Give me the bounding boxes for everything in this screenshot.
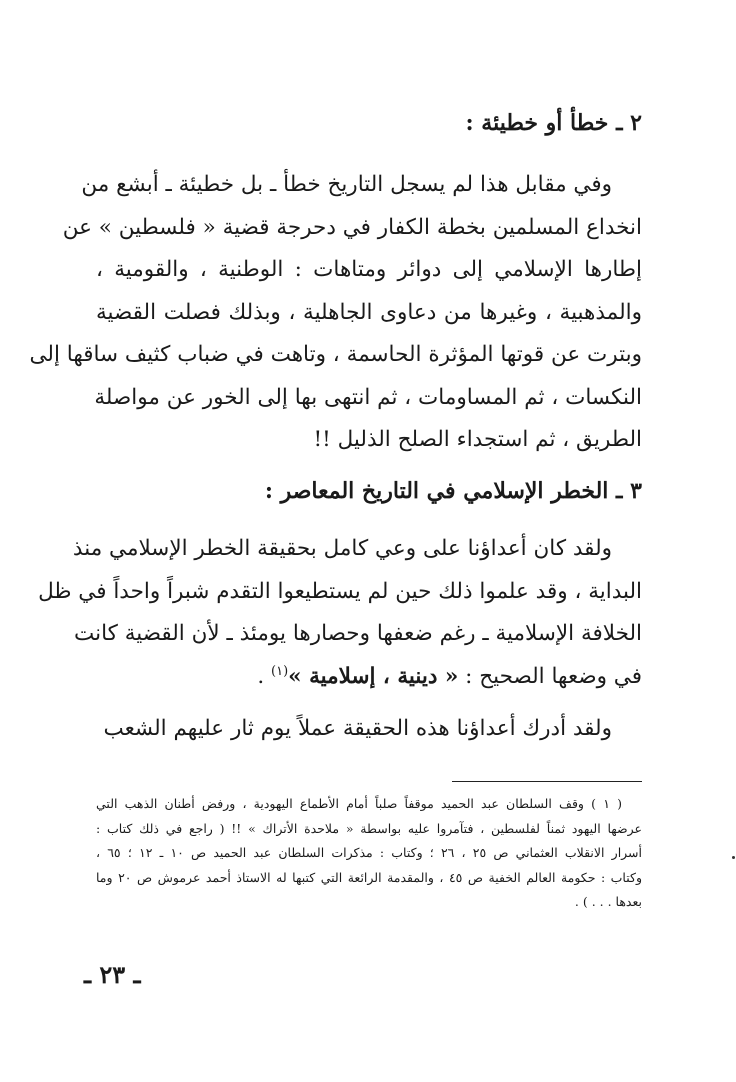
text-line: وبترت عن قوتها المؤثرة الحاسمة ، وتاهت في ضباب كثيف ساقها إلى	[29, 342, 642, 367]
text-fragment: في وضعها الصحيح :	[458, 663, 642, 689]
paragraph-2	[38, 528, 642, 698]
text-line: إطارها الإسلامي إلى دوائر ومتاهات : الوطنية ، والقومية ،	[96, 257, 642, 282]
footnote-line: وكتاب : حكومة العالم الخفية ص ٤٥ ، والمقدمة الرائعة التي كتبها له الاستاذ أحمد عرموش ص ٢٠ وما	[96, 869, 642, 885]
paragraph-1	[29, 164, 642, 462]
text-line: الخلافة الإسلامية ـ رغم ضعفها وحصارها يومئذ ـ لأن القضية كانت	[74, 621, 642, 646]
footnote-line: أسرار الانقلاب العثماني ص ٢٥ ، ٢٦ ؛ وكتاب : مذكرات السلطان عبد الحميد ص ١٠ ـ ١٢ ؛ ٦٥ ،	[96, 845, 643, 860]
section-heading-3: ٣ ـ الخطر الإسلامي في التاريخ المعاصر :	[264, 478, 642, 504]
text-line: والمذهبية ، وغيرها من دعاوى الجاهلية ، وبذلك فصلت القضية	[96, 299, 642, 325]
section-heading-2: ٢ ـ خطأ أو خطيئة :	[465, 110, 642, 136]
text-line: ولقد كان أعداؤنا على وعي كامل بحقيقة الخطر الإسلامي منذ	[72, 536, 612, 561]
footnote-reference: (١)	[271, 663, 289, 679]
footnote-block	[96, 792, 642, 915]
text-line: ولقد أدرك أعداؤنا هذه الحقيقة عملاً يوم ثار عليهم الشعب	[103, 716, 612, 741]
footnote-line: عرضها اليهود ثمناً لفلسطين ، فتآمروا عليه بواسطة « ملاحدة الأتراك » !! ( راجع في ذلك كتاب :	[96, 820, 642, 836]
emphasized-phrase: « دينية ، إسلامية »	[288, 663, 459, 689]
text-line: وفي مقابل هذا لم يسجل التاريخ خطأ ـ بل خطيئة ـ أبشع من	[81, 172, 612, 197]
page-number: ـ ٢٣ ـ	[84, 960, 141, 989]
text-line: النكسات ، ثم المساومات ، ثم انتهى بها إلى الخور عن مواصلة	[94, 384, 642, 410]
footnote-line: ( ١ ) وقف السلطان عبد الحميد موقفاً صلباً أمام الأطماع اليهودية ، ورفض أطنان الذهب التي	[96, 796, 622, 811]
paragraph-3	[96, 708, 642, 751]
text-line	[96, 656, 642, 699]
text-line: انخداع المسلمين بخطة الكفار في دحرجة قضية « فلسطين » عن	[62, 214, 642, 240]
footnote-divider	[452, 781, 642, 782]
scan-mark	[732, 856, 735, 859]
text-line: الطريق ، ثم استجداء الصلح الذليل !!	[313, 427, 642, 452]
text-fragment: .	[257, 663, 272, 689]
text-line: البداية ، وقد علموا ذلك حين لم يستطيعوا التقدم شبراً واحداً في ظل	[38, 578, 642, 604]
footnote-line: بعدها . . . ) .	[574, 894, 642, 909]
